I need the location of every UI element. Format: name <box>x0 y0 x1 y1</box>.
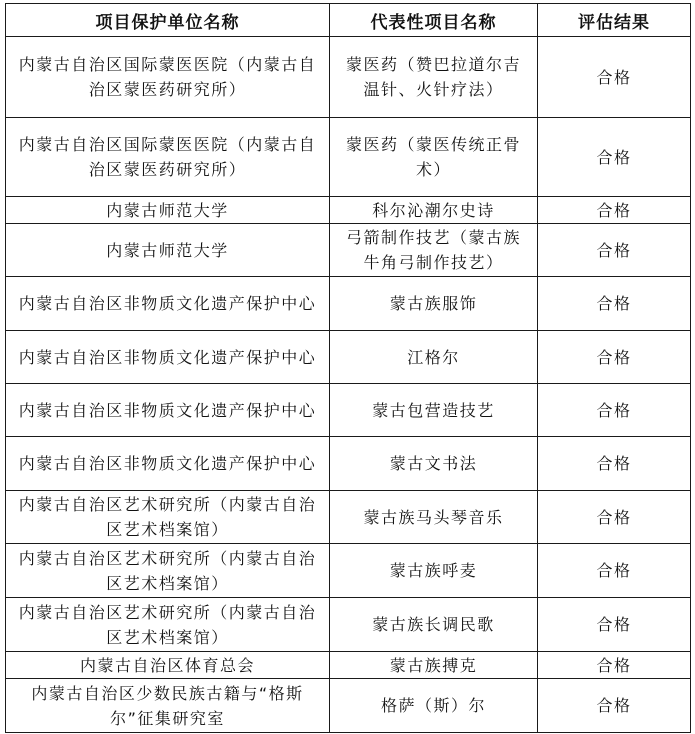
table-row <box>6 37 691 118</box>
table-row <box>6 197 691 224</box>
project-cell: 科尔沁潮尔史诗 <box>330 197 538 224</box>
project-cell: 蒙古族搏克 <box>330 652 538 679</box>
unit-cell: 内蒙古自治区艺术研究所（内蒙古自治区艺术档案馆） <box>6 491 330 544</box>
result-cell: 合格 <box>538 491 691 544</box>
result-cell: 合格 <box>538 118 691 197</box>
header-project-name: 代表性项目名称 <box>330 4 538 37</box>
project-cell: 蒙古族马头琴音乐 <box>330 491 538 544</box>
project-cell: 蒙古族长调民歌 <box>330 598 538 652</box>
table-row <box>6 118 691 197</box>
result-cell: 合格 <box>538 652 691 679</box>
table-row <box>6 598 691 652</box>
unit-cell: 内蒙古自治区非物质文化遗产保护中心 <box>6 331 330 384</box>
evaluation-table-container <box>5 3 690 733</box>
unit-cell: 内蒙古自治区国际蒙医医院（内蒙古自治区蒙医药研究所） <box>6 118 330 197</box>
project-cell: 格萨（斯）尔 <box>330 679 538 733</box>
table-row <box>6 679 691 733</box>
result-cell: 合格 <box>538 544 691 598</box>
project-cell: 蒙医药（赞巴拉道尔吉温针、火针疗法） <box>330 37 538 118</box>
table-row <box>6 437 691 491</box>
table-row <box>6 491 691 544</box>
project-cell: 蒙医药（蒙医传统正骨术） <box>330 118 538 197</box>
unit-cell: 内蒙古自治区非物质文化遗产保护中心 <box>6 437 330 491</box>
result-cell: 合格 <box>538 437 691 491</box>
evaluation-table <box>5 3 691 733</box>
table-row <box>6 331 691 384</box>
result-cell: 合格 <box>538 37 691 118</box>
table-row <box>6 224 691 277</box>
unit-cell: 内蒙古自治区非物质文化遗产保护中心 <box>6 277 330 331</box>
unit-cell: 内蒙古自治区少数民族古籍与“格斯尔”征集研究室 <box>6 679 330 733</box>
unit-cell: 内蒙古自治区国际蒙医医院（内蒙古自治区蒙医药研究所） <box>6 37 330 118</box>
result-cell: 合格 <box>538 679 691 733</box>
project-cell: 江格尔 <box>330 331 538 384</box>
table-row <box>6 652 691 679</box>
project-cell: 蒙古文书法 <box>330 437 538 491</box>
unit-cell: 内蒙古师范大学 <box>6 224 330 277</box>
result-cell: 合格 <box>538 598 691 652</box>
project-cell: 蒙古族呼麦 <box>330 544 538 598</box>
result-cell: 合格 <box>538 197 691 224</box>
table-header-row <box>6 4 691 37</box>
result-cell: 合格 <box>538 331 691 384</box>
unit-cell: 内蒙古自治区体育总会 <box>6 652 330 679</box>
unit-cell: 内蒙古自治区艺术研究所（内蒙古自治区艺术档案馆） <box>6 598 330 652</box>
header-unit-name: 项目保护单位名称 <box>6 4 330 37</box>
result-cell: 合格 <box>538 384 691 437</box>
project-cell: 蒙古族服饰 <box>330 277 538 331</box>
table-row <box>6 277 691 331</box>
unit-cell: 内蒙古自治区非物质文化遗产保护中心 <box>6 384 330 437</box>
table-row <box>6 384 691 437</box>
unit-cell: 内蒙古师范大学 <box>6 197 330 224</box>
unit-cell: 内蒙古自治区艺术研究所（内蒙古自治区艺术档案馆） <box>6 544 330 598</box>
project-cell: 蒙古包营造技艺 <box>330 384 538 437</box>
header-result: 评估结果 <box>538 4 691 37</box>
result-cell: 合格 <box>538 277 691 331</box>
table-row <box>6 544 691 598</box>
result-cell: 合格 <box>538 224 691 277</box>
project-cell: 弓箭制作技艺（蒙古族牛角弓制作技艺） <box>330 224 538 277</box>
